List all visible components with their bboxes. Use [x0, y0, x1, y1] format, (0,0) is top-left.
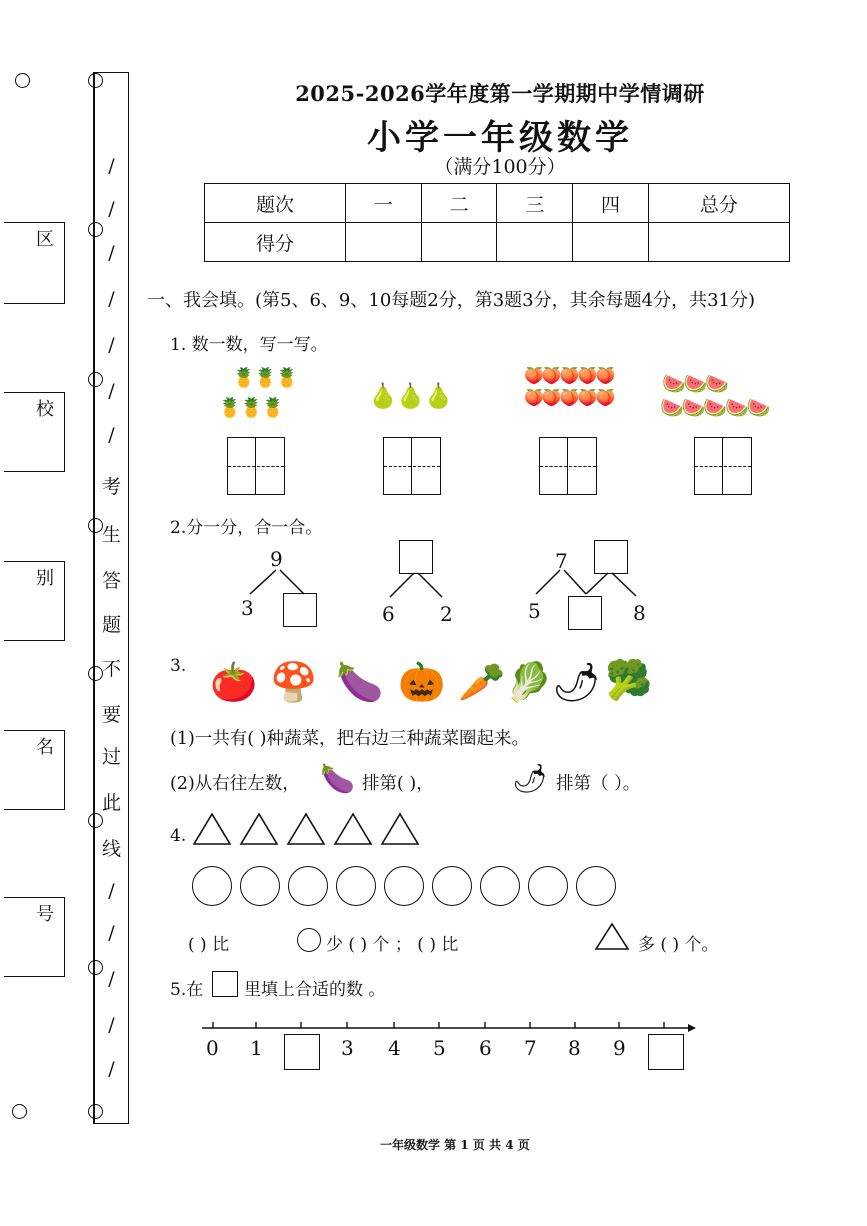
- question-3-part-2-c: 排第（ ）。: [556, 774, 641, 794]
- binder-slash: /: [108, 922, 115, 944]
- answer-box[interactable]: [283, 593, 317, 627]
- circle-shape: [336, 866, 376, 906]
- number-line: [198, 1018, 698, 1038]
- binder-warning-char: 此: [101, 792, 121, 814]
- question-4-text-c: 多 ( ) 个。: [638, 935, 719, 955]
- circle-shape: [432, 866, 472, 906]
- section-heading: 一、我会填。(第5、6、9、10每题2分，第3题3分，其余每题4分，共31分): [147, 290, 756, 311]
- score-header-cell: 总分: [648, 184, 789, 223]
- chili-pepper-icon: 🌶: [552, 660, 601, 704]
- school-label: 校: [36, 399, 54, 420]
- number-line-label: 3: [341, 1036, 354, 1060]
- mushroom-icon: 🍄: [270, 660, 318, 704]
- number-line-label: 7: [524, 1036, 537, 1060]
- bond-number: 8: [633, 601, 646, 625]
- bond-number: 7: [555, 549, 568, 573]
- cabbage-icon: 🥬: [505, 660, 553, 704]
- number-line-label: 5: [433, 1036, 446, 1060]
- number-line-label: 9: [613, 1036, 626, 1060]
- circle-shape: [192, 866, 232, 906]
- district-label: 区: [36, 229, 54, 250]
- tomato-icon: 🍅: [210, 660, 258, 704]
- radish-icon: 🥦: [605, 658, 653, 702]
- question-3-part-1: (1)一共有( )种蔬菜，把右边三种蔬菜圈起来。: [170, 729, 530, 749]
- score-header-cell: 二: [421, 184, 497, 223]
- bond-number: 2: [440, 602, 453, 626]
- eggplant-icon: 🍆: [320, 762, 355, 795]
- binder-warning-char: 考: [101, 476, 121, 498]
- answer-box[interactable]: [284, 1034, 320, 1070]
- answer-box[interactable]: [594, 540, 628, 574]
- peach-icon: 🍑🍑🍑🍑🍑: [524, 388, 614, 407]
- peach-icon: 🍑🍑🍑🍑🍑: [524, 366, 614, 385]
- binder-warning-char: 要: [101, 704, 121, 726]
- question-4-text-a: ( ) 比: [188, 935, 230, 955]
- binder-slash: /: [108, 1014, 115, 1036]
- circle-shape: [480, 866, 520, 906]
- number-line-label: 1: [250, 1036, 263, 1060]
- binder-slash: /: [108, 380, 115, 402]
- circle-shape: [240, 866, 280, 906]
- score-header-cell: 一: [346, 184, 422, 223]
- score-header-cell: 三: [497, 184, 573, 223]
- answer-box-example: [212, 971, 238, 997]
- binder-warning-char: 生: [101, 524, 121, 546]
- score-row-label: 得分: [205, 223, 346, 262]
- question-3-label: 3.: [170, 656, 187, 676]
- eggplant-icon: 🍆: [336, 660, 384, 704]
- triangle-shape: [594, 922, 632, 952]
- answer-box[interactable]: [399, 540, 433, 574]
- pineapple-icon: 🍍🍍🍍: [218, 397, 283, 419]
- question-1-label: 1. 数一数，写一写。: [170, 335, 328, 355]
- bond-number: 6: [382, 602, 395, 626]
- answer-box[interactable]: [648, 1034, 684, 1070]
- watermelon-icon: 🍉🍉🍉🍉🍉: [660, 397, 769, 419]
- triangle-shape: [335, 814, 371, 844]
- question-3-part-2-a: (2)从右往左数，: [170, 774, 300, 794]
- triangle-shape: [241, 814, 277, 844]
- bond-number: 5: [528, 599, 541, 623]
- triangle-shape: [288, 814, 324, 844]
- triangles-row: [190, 810, 430, 850]
- binder-slash: /: [108, 198, 115, 220]
- chili-pepper-icon: 🌶: [512, 762, 548, 795]
- binder-warning-char: 不: [101, 658, 121, 680]
- question-4-text-b: 少 ( ) 个 ； ( ) 比: [326, 935, 459, 955]
- circle-shape: [576, 866, 616, 906]
- triangle-shape: [382, 814, 418, 844]
- pear-icon: 🍐🍐🍐: [368, 382, 452, 410]
- score-header-cell: 四: [573, 184, 649, 223]
- pumpkin-icon: 🎃: [398, 660, 446, 704]
- number-line-label: 4: [388, 1036, 401, 1060]
- exam-title: 2025-2026学年度第一学期期中学情调研: [295, 81, 705, 106]
- class-label: 别: [36, 568, 54, 589]
- circle-shape: [288, 866, 328, 906]
- carrot-icon: 🥕: [458, 660, 506, 704]
- binder-warning-char: 题: [101, 614, 121, 636]
- binder-slash: /: [108, 334, 115, 356]
- binder-slash: /: [108, 288, 115, 310]
- number-line-label: 0: [206, 1036, 219, 1060]
- number-line-label: 8: [568, 1036, 581, 1060]
- binder-slash: /: [108, 155, 115, 177]
- watermelon-icon: 🍉🍉🍉: [662, 373, 727, 395]
- bond-number: 9: [270, 547, 283, 571]
- answer-box[interactable]: [568, 596, 602, 630]
- binder-slash: /: [108, 1058, 115, 1080]
- full-score: （满分100分）: [434, 156, 566, 178]
- circle-shape: [528, 866, 568, 906]
- name-label: 名: [36, 737, 54, 758]
- pineapple-icon: 🍍🍍🍍: [232, 367, 297, 389]
- subject-title: 小学一年级数学: [367, 118, 633, 158]
- triangle-shape: [194, 814, 230, 844]
- circle-shape: [297, 928, 321, 952]
- question-3-part-2-b: 排第( )，: [362, 774, 434, 794]
- question-5-label-b: 里填上合适的数 。: [244, 980, 386, 1000]
- page-footer: 一年级数学 第 1 页 共 4 页: [380, 1138, 530, 1152]
- number-label: 号: [36, 904, 54, 925]
- circle-shape: [384, 866, 424, 906]
- bond-number: 3: [241, 596, 254, 620]
- binder-warning-char: 答: [101, 570, 121, 592]
- binder-slash: /: [108, 424, 115, 446]
- number-line-label: 6: [479, 1036, 492, 1060]
- binder-slash: /: [108, 880, 115, 902]
- binder-warning-char: 线: [101, 838, 121, 860]
- question-4-label: 4.: [170, 826, 187, 846]
- binder-warning-char: 过: [101, 746, 121, 768]
- binder-slash: /: [108, 242, 115, 264]
- question-5-label-a: 5.在: [170, 980, 204, 1000]
- binder-slash: /: [108, 968, 115, 990]
- score-header-cell: 题次: [205, 184, 346, 223]
- question-2-label: 2.分一分，合一合。: [170, 518, 323, 538]
